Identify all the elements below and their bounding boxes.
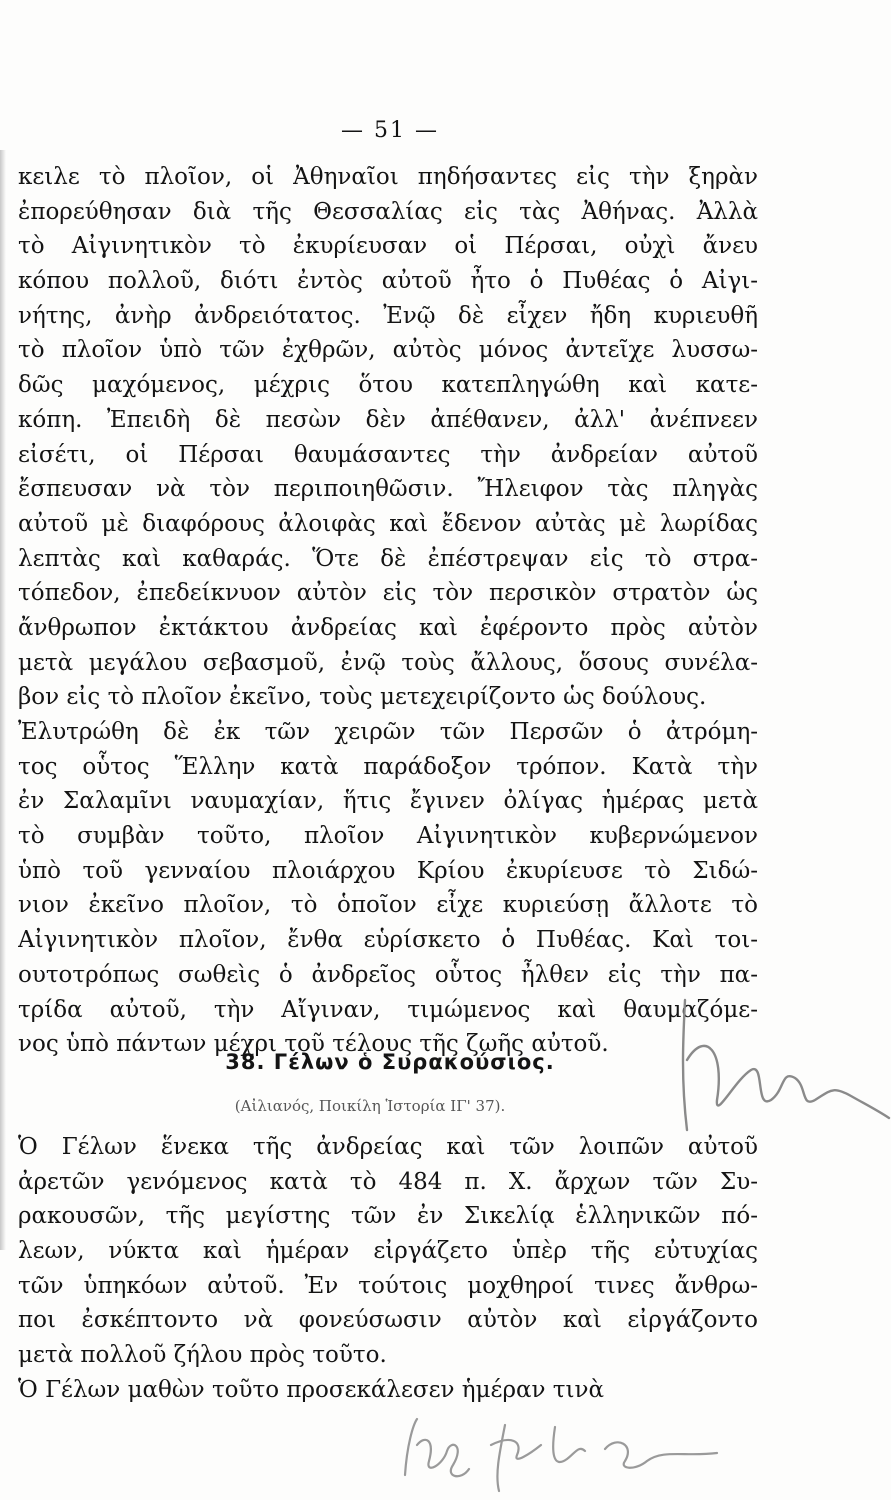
text-line: βον εἰς τὸ πλοῖον ἐκεῖνο, τοὺς μετεχειρίζοντο ὡς δούλους. <box>18 684 707 711</box>
text-line: τὸ Αἰγινητικὸν τὸ ἐκυρίευσαν οἱ Πέρσαι, οὐχὶ ἄνευ <box>18 233 758 260</box>
text-line: κειλε τὸ πλοῖον, οἱ Ἀθηναῖοι πηδήσαντες εἰς τὴν ξηρὰν <box>18 164 758 190</box>
text-line: νος ὑπὸ πάντων μέχρι τοῦ τέλους τῆς ζωῆς αὐτοῦ. <box>18 1031 609 1058</box>
section-heading: 38. Γέλων ὁ Συρακούσιος. <box>225 1050 555 1074</box>
text-line: τὸ συμβὰν τοῦτο, πλοῖον Αἰγινητικὸν κυβερνώμενον <box>18 823 758 850</box>
text-line: ουτοτρόπως σωθεὶς ὁ ἀνδρεῖος οὗτος ἦλθεν εἰς τὴν πα- <box>18 961 758 988</box>
paragraph-gelon-syracuse <box>18 1130 758 1408</box>
text-line: Ὁ Γέλων ἕνεκα τῆς ἀνδρείας καὶ τῶν λοιπῶν αὐτοῦ <box>18 1134 758 1160</box>
handwritten-pencil-note <box>395 1405 725 1495</box>
text-line: λεπτὰς καὶ καθαράς. Ὅτε δὲ ἐπέστρεψαν εἰς τὸ στρα- <box>18 545 758 572</box>
text-line: ἐπορεύθησαν διὰ τῆς Θεσσαλίας εἰς τὰς Ἀθήνας. Ἀλλὰ <box>18 198 758 225</box>
page-number: — 51 — <box>341 118 439 143</box>
text-line: τος οὗτος Ἕλλην κατὰ παράδοξον τρόπον. Κατὰ τὴν <box>18 753 758 780</box>
text-line: εἰσέτι, οἱ Πέρσαι θαυμάσαντες τὴν ἀνδρείαν αὐτοῦ <box>18 441 758 468</box>
text-line: ἔσπευσαν νὰ τὸν περιποιηθῶσιν. Ἤλειφον τὰς πληγὰς <box>18 476 758 503</box>
text-line: Ἐλυτρώθη δὲ ἐκ τῶν χειρῶν τῶν Περσῶν ὁ ἀτρόμη- <box>18 719 758 745</box>
text-line: λεων, νύκτα καὶ ἡμέραν εἰργάζετο ὑπὲρ τῆς εὐτυχίας <box>18 1238 758 1265</box>
text-line: ὑπὸ τοῦ γενναίου πλοιάρχου Κρίου ἐκυρίευσε τὸ Σιδώ- <box>18 857 758 884</box>
text-line: αὐτοῦ μὲ διαφόρους ἀλοιφὰς καὶ ἔδενον αὐτὰς μὲ λωρίδας <box>18 510 758 537</box>
text-line: Αἰγινητικὸν πλοῖον, ἔνθα εὑρίσκετο ὁ Πυθέας. Καὶ τοι- <box>18 927 758 954</box>
paragraph-gelon-pytheas <box>18 160 758 1062</box>
source-citation: (Αἰλιανός, Ποικίλη Ἱστορία ΙΓ' 37). <box>234 1097 506 1115</box>
text-line: Ὁ Γέλων μαθὼν τοῦτο προσεκάλεσεν ἡμέραν τινὰ <box>18 1376 605 1403</box>
text-line: τὸ πλοῖον ὑπὸ τῶν ἐχθρῶν, αὐτὸς μόνος ἀντεῖχε λυσσω- <box>18 337 758 364</box>
text-line: μετὰ μεγάλου σεβασμοῦ, ἐνῷ τοὺς ἄλλους, ὅσους συνέλα- <box>18 649 758 676</box>
text-line: τρίδα αὐτοῦ, τὴν Αἴγιναν, τιμώμενος καὶ θαυμαζόμε- <box>18 996 758 1023</box>
text-line: ἄνθρωπον ἐκτάκτου ἀνδρείας καὶ ἐφέροντο πρὸς αὐτὸν <box>18 614 758 641</box>
text-line: ἐν Σαλαμῖνι ναυμαχίαν, ἥτις ἔγινεν ὀλίγας ἡμέρας μετὰ <box>18 788 758 815</box>
text-line: ποι ἐσκέπτοντο νὰ φονεύσωσιν αὐτὸν καὶ εἰργάζοντο <box>18 1307 758 1334</box>
text-line: τῶν ὑπηκόων αὐτοῦ. Ἐν τούτοις μοχθηροί τινες ἄνθρω- <box>18 1272 758 1299</box>
text-line: τόπεδον, ἐπεδείκνυον αὐτὸν εἰς τὸν περσικὸν στρατὸν ὡς <box>18 580 758 607</box>
text-line: ρακουσῶν, τῆς μεγίστης τῶν ἐν Σικελίᾳ ἑλληνικῶν πό- <box>18 1203 758 1230</box>
text-line: δῶς μαχόμενος, μέχρις ὅτου κατεπληγώθη καὶ κατε- <box>18 372 758 399</box>
text-line: ἀρετῶν γενόμενος κατὰ τὸ 484 π. Χ. ἄρχων τῶν Συ- <box>18 1168 758 1195</box>
text-line: μετὰ πολλοῦ ζήλου πρὸς τοῦτο. <box>18 1342 387 1369</box>
text-line: κόπη. Ἐπειδὴ δὲ πεσὼν δὲν ἀπέθανεν, ἀλλ' ἀνέπνεεν <box>18 406 758 433</box>
page-binding-shadow <box>0 150 6 1250</box>
text-line: νιον ἐκεῖνο πλοῖον, τὸ ὁποῖον εἶχε κυριεύσῃ ἄλλοτε τὸ <box>18 892 758 919</box>
text-line: κόπου πολλοῦ, διότι ἐντὸς αὐτοῦ ἦτο ὁ Πυθέας ὁ Αἰγι- <box>18 268 758 295</box>
text-line: νήτης, ἀνὴρ ἀνδρειότατος. Ἐνῷ δὲ εἶχεν ἤδη κυριευθῆ <box>18 302 758 329</box>
